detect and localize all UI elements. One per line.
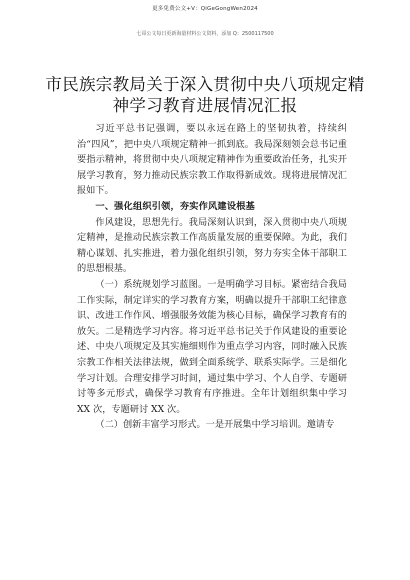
intro-paragraph: 习近平总书记强调，要以永远在路上的坚韧执着，持续纠治“四风”，把中央八项规定精神一抓到底。我局深刻领会总书记重要指示精神，将贯彻中央八项规定精神作为重要政治任务，扎实开展学习教育，努力推动民族宗教工作取得新成效。现将进展情况汇报如下。 [77,123,347,197]
document-title: 市民族宗教局关于深入贯彻中央八项规定精神学习教育进展情况汇报 [45,75,365,115]
body-paragraph: 作风建设，思想先行。我局深刻认识到，深入贯彻中央八项规定精神，是推动民族宗教工作高质量发展的重要保障。为此，我们精心谋划、扎实推进，着力强化组织引领，努力夯实全体干部职工的思想根基。 [77,216,347,275]
section-heading: 一、强化组织引领，夯实作风建设根基 [95,200,255,212]
header-note: 七哥公文每日更新海量材料公文资料，添加 Q：2500117500 [136,31,274,37]
watermark-banner: 更多免费公文+V：QiGeGongWen2024 [152,6,258,12]
document-body [77,121,347,433]
body-paragraph: （一）系统规划学习蓝图。一是明确学习目标。紧密结合我局工作实际，制定详实的学习教育方案，明确以提升干部职工纪律意识、改进工作作风、增强服务效能为核心目标，确保学习教育有的放矢。二是精选学习内容。将习近平总书记关于作风建设的重要论述、中央八项规定及其实施细则作为重点学习内容，同时融入民族宗教工作相关法律法规，做到全面系统学、联系实际学。三是细化学习计划。合理安排学习时间，通过集中学习、个人自学、专题研讨等多元形式，确保学习教育有序推进。全年计划组织集中学习 XX 次，专题研讨 XX 次。 [77,278,347,415]
body-paragraph: （二）创新丰富学习形式。一是开展集中学习培训。邀请专 [95,419,335,431]
